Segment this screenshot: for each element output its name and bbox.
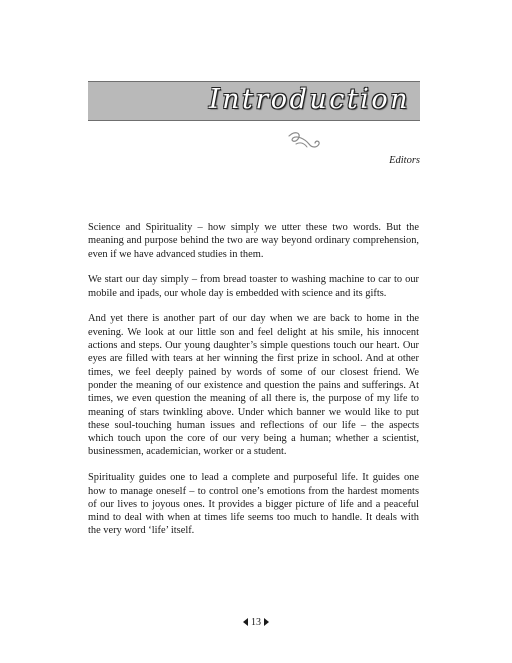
paragraph: Spirituality guides one to lead a complete and purposeful life. It guides one how to manage oneself – to control one’s emotions from the hardest moments of our lives to joyous ones. It provides a bigger picture of life and a peaceful mind to deal with when at times life seems too much to handle. It deals with the very word ‘life’ itself.	[88, 472, 419, 537]
page-footer	[0, 617, 512, 628]
paragraph: We start our day simply – from bread toaster to washing machine to car to our mobile and ipads, our whole day is embedded with science and its gifts.	[88, 274, 419, 299]
body-text	[88, 221, 419, 550]
title-banner	[88, 81, 420, 121]
triangle-right-icon	[264, 618, 269, 626]
flourish-ornament-icon	[286, 130, 322, 152]
paragraph: And yet there is another part of our day when we are back to home in the evening. We look at our little son and feel delight at his smile, his innocent actions and steps. Our young daughter’s simple questions touch our heart. Our eyes are filled with tears at her winning the first prize in school. And at other times, we feel deeply pained by words of some of our closest friend. We ponder the meaning of our existence and question the pains and sufferings. At times, we even question the meaning of all there is, the purpose of my life to meaning of stars twinkling above. Under which banner we would like to put these soul-touching human issues and reflections of our life – the aspects which touch upon the core of our very being a human; whether a scientist, businessmen, academician, worker or a student.	[88, 313, 419, 458]
page-number: 13	[251, 617, 261, 628]
byline: Editors	[389, 155, 420, 166]
chapter-title: Introduction	[209, 84, 410, 115]
triangle-left-icon	[243, 618, 248, 626]
paragraph: Science and Spirituality – how simply we utter these two words. But the meaning and purpose behind the two are way beyond ordinary comprehension, even if we have advanced studies in them.	[88, 222, 419, 260]
